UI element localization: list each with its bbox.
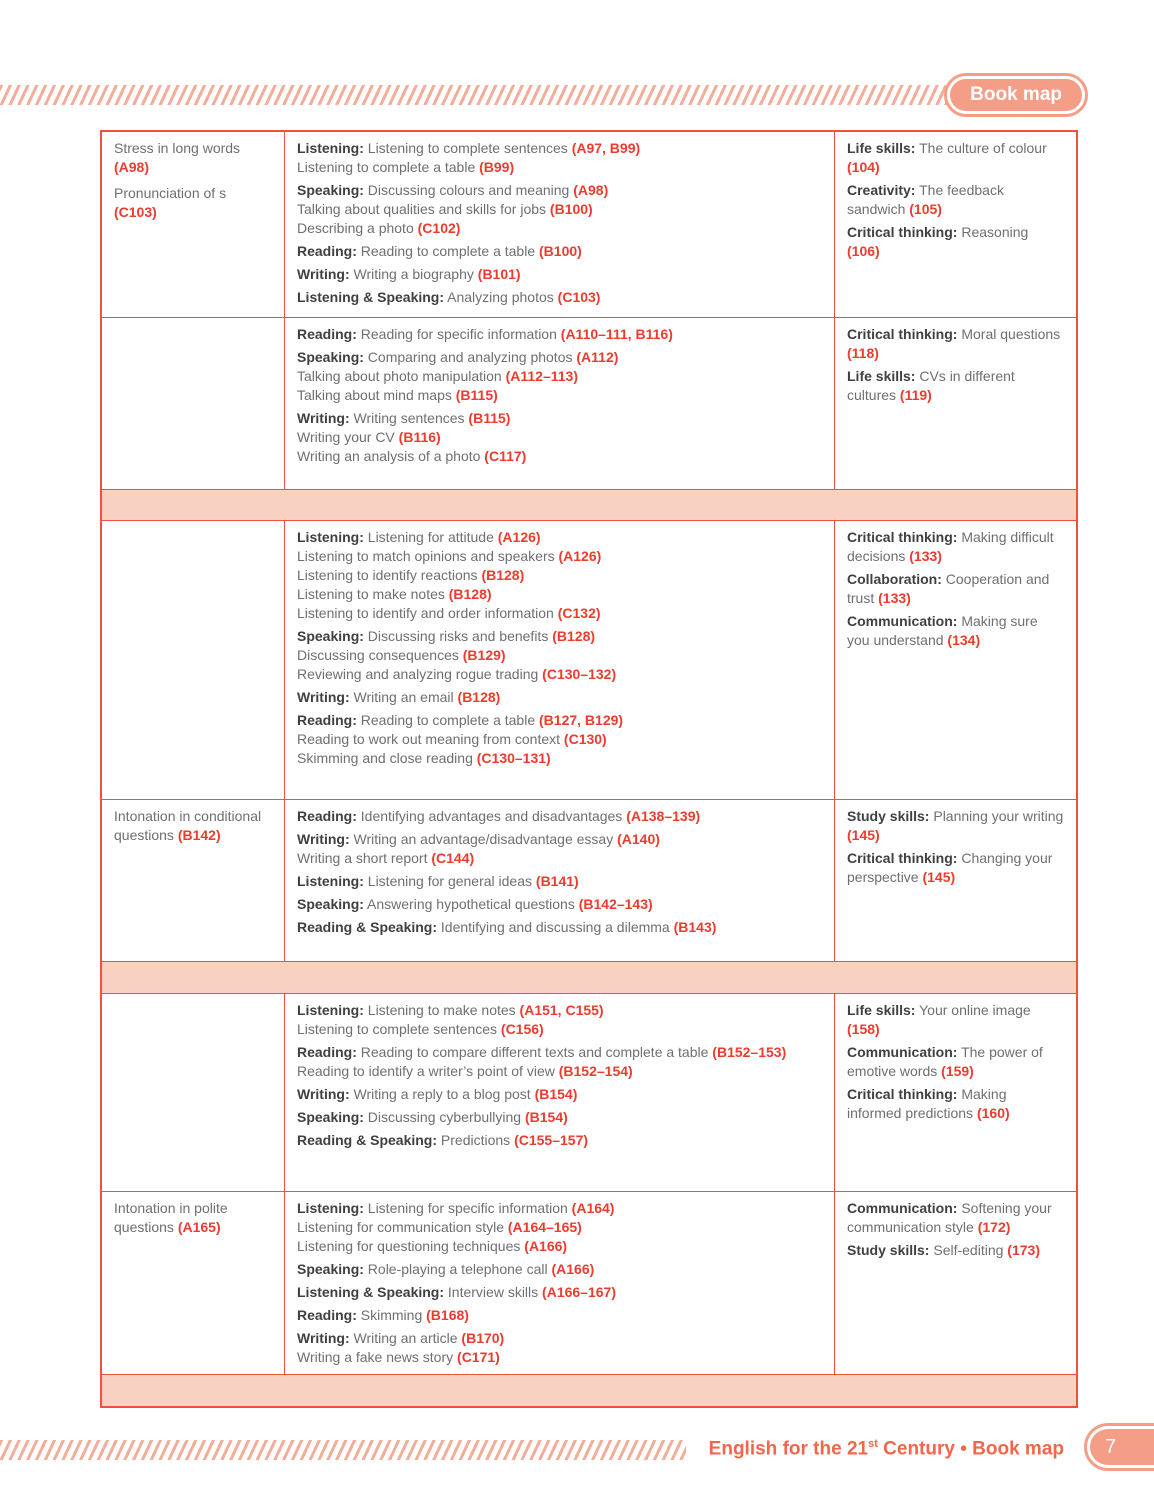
page-ref: (C171) (457, 1349, 500, 1365)
skills-cell (285, 800, 835, 961)
page-ref: (B142) (177, 827, 221, 843)
skill-line (297, 528, 822, 547)
competency-text: The power of emotive words (847, 1044, 1043, 1079)
skill-label: Listening: (297, 1002, 364, 1018)
page-ref: (C103) (557, 289, 601, 305)
competency-label: Communication: (847, 613, 958, 629)
page-ref: (B141) (535, 873, 579, 889)
page-ref: (105) (909, 201, 942, 217)
skill-text: Identifying advantages and disadvantages (360, 808, 623, 824)
competency-text: The feedback sandwich (847, 182, 1004, 217)
skill-label: Writing: (297, 1086, 350, 1102)
skill-line (297, 139, 822, 158)
page-ref: (B100) (539, 243, 582, 259)
skill-label: Reading: (297, 243, 357, 259)
competency-label: Communication: (847, 1044, 958, 1060)
skill-line (297, 1329, 822, 1348)
skill-text: Writing a reply to a blog post (353, 1086, 531, 1102)
skill-line (297, 730, 822, 749)
skill-label: Writing: (297, 266, 350, 282)
skill-line (297, 872, 822, 891)
page-ref: (B152–153) (712, 1044, 787, 1060)
skill-line (297, 219, 822, 238)
page-ref: (A164–165) (507, 1219, 582, 1235)
page-ref: (173) (1007, 1242, 1040, 1258)
page-ref: (158) (847, 1021, 880, 1037)
skill-text: Listening for questioning techniques (297, 1238, 521, 1254)
skill-text: Reading to work out meaning from context (297, 731, 561, 747)
page-ref: (C144) (431, 850, 475, 866)
skill-line (297, 1062, 822, 1081)
page-ref: (A164) (571, 1200, 615, 1216)
pronunciation-cell (102, 994, 285, 1191)
page-ref: (A166) (524, 1238, 568, 1254)
skill-line (297, 1001, 822, 1020)
skill-line (297, 428, 822, 447)
competency-item (847, 1199, 1064, 1237)
competency-label: Critical thinking: (847, 850, 958, 866)
pronunciation-cell (102, 318, 285, 489)
pronunciation-cell (102, 521, 285, 799)
pronunciation-item (114, 139, 272, 177)
competency-item (847, 849, 1064, 887)
pronunciation-cell (102, 132, 285, 317)
page-ref: (A166–167) (542, 1284, 616, 1300)
competency-item (847, 612, 1064, 650)
skill-line (297, 749, 822, 768)
pronunciation-item (114, 1199, 272, 1237)
page-ref: (A126) (497, 529, 541, 545)
table-row (102, 317, 1076, 489)
page-ref: (B152–154) (558, 1063, 633, 1079)
skill-text: Writing an advantage/disadvantage essay (353, 831, 614, 847)
competency-item (847, 570, 1064, 608)
page-ref: (A112–113) (505, 368, 578, 384)
competency-item (847, 139, 1064, 177)
page-ref: (C130–132) (542, 666, 617, 682)
skill-label: Listening & Speaking: (297, 289, 445, 305)
skill-text: Skimming (360, 1307, 423, 1323)
skill-text: Listening for specific information (367, 1200, 568, 1216)
page-ref: (159) (941, 1063, 974, 1079)
skill-text: Predictions (440, 1132, 511, 1148)
competency-text: Making informed predictions (847, 1086, 1007, 1121)
competency-label: Life skills: (847, 368, 916, 384)
skill-text: Answering hypothetical questions (367, 896, 575, 912)
competency-label: Critical thinking: (847, 1086, 958, 1102)
skills-cell (285, 1192, 835, 1374)
book-map-badge-label: Book map (950, 79, 1082, 111)
skill-line (297, 849, 822, 868)
competency-label: Creativity: (847, 182, 916, 198)
skill-label: Listening: (297, 529, 364, 545)
skill-text: Listening to identify reactions (297, 567, 478, 583)
skill-text: Listening to complete a table (297, 159, 476, 175)
pronunciation-cell (102, 1192, 285, 1374)
skill-text: Listening to complete sentences (297, 1021, 498, 1037)
decorative-hatch-bottom (0, 1440, 686, 1460)
skill-line (297, 325, 822, 344)
skill-line (297, 1131, 822, 1150)
book-map-table (100, 130, 1078, 1408)
skill-line (297, 1218, 822, 1237)
page-ref: (B115) (455, 387, 498, 403)
page-ref: (118) (847, 345, 879, 361)
page-ref: (B128) (552, 628, 596, 644)
skill-label: Reading: (297, 1044, 357, 1060)
competency-label: Life skills: (847, 140, 916, 156)
book-map-badge (944, 73, 1088, 117)
pronunciation-text: Intonation in polite questions (114, 1200, 228, 1235)
skill-text: Writing an email (353, 689, 454, 705)
skill-text: Reading to compare different texts and complete a table (360, 1044, 709, 1060)
skill-line (297, 348, 822, 367)
skill-label: Listening: (297, 1200, 364, 1216)
skill-text: Writing a biography (353, 266, 474, 282)
skill-line (297, 200, 822, 219)
skill-label: Speaking: (297, 1261, 364, 1277)
table-row (102, 132, 1076, 317)
competency-text: Cooperation and trust (847, 571, 1050, 606)
skill-line (297, 807, 822, 826)
page-ref: (A98) (114, 159, 150, 175)
unit-divider-band (102, 1374, 1076, 1406)
skill-text: Talking about qualities and skills for jobs (297, 201, 547, 217)
page-ref: (B99) (479, 159, 515, 175)
skill-line (297, 1020, 822, 1039)
competency-text: Your online image (919, 1002, 1031, 1018)
page-ref: (C156) (500, 1021, 544, 1037)
skill-line (297, 646, 822, 665)
skills-cell (285, 132, 835, 317)
unit-divider-band (102, 961, 1076, 993)
skill-line (297, 1199, 822, 1218)
skill-text: Listening to make notes (367, 1002, 516, 1018)
page-ref: (A112) (576, 349, 619, 365)
page-ref: (119) (899, 387, 932, 403)
skill-text: Writing sentences (353, 410, 465, 426)
page-ref: (160) (976, 1105, 1010, 1121)
skill-text: Listening to match opinions and speakers (297, 548, 555, 564)
skill-label: Writing: (297, 410, 350, 426)
competency-text: Softening your communication style (847, 1200, 1052, 1235)
skill-line (297, 265, 822, 284)
competency-item (847, 1241, 1064, 1260)
footer-title (709, 1438, 1064, 1460)
page-ref: (133) (909, 548, 942, 564)
competency-item (847, 223, 1064, 261)
skill-line (297, 1306, 822, 1325)
skill-line (297, 830, 822, 849)
competency-label: Communication: (847, 1200, 958, 1216)
page-ref: (C132) (557, 605, 601, 621)
page-ref: (A97, B99) (571, 140, 641, 156)
page-ref: (B129) (462, 647, 506, 663)
page-ref: (133) (878, 590, 911, 606)
table-row (102, 1191, 1076, 1374)
page-ref: (A138–139) (626, 808, 701, 824)
skill-line (297, 895, 822, 914)
page-ref: (B127, B129) (539, 712, 624, 728)
decorative-hatch-top (0, 85, 948, 105)
skill-text: Comparing and analyzing photos (367, 349, 573, 365)
competency-label: Life skills: (847, 1002, 916, 1018)
competency-item (847, 807, 1064, 845)
skill-label: Writing: (297, 689, 350, 705)
skill-text: Listening for general ideas (367, 873, 533, 889)
skill-text: Reading to complete a table (360, 712, 536, 728)
page-ref: (A151, C155) (519, 1002, 604, 1018)
skill-line (297, 386, 822, 405)
competency-item (847, 1043, 1064, 1081)
page-number-badge (1084, 1423, 1154, 1471)
skill-line (297, 242, 822, 261)
skill-text: Identifying and discussing a dilemma (440, 919, 670, 935)
page-ref: (A110–111, B116) (560, 326, 673, 342)
competencies-cell (835, 521, 1076, 799)
page-ref: (C117) (484, 448, 527, 464)
pronunciation-item (114, 807, 272, 845)
competency-label: Study skills: (847, 808, 930, 824)
skill-line (297, 447, 822, 466)
skill-text: Writing a fake news story (297, 1349, 454, 1365)
competency-label: Critical thinking: (847, 326, 958, 342)
skill-label: Speaking: (297, 896, 364, 912)
page-ref: (B170) (461, 1330, 505, 1346)
skill-label: Reading: (297, 712, 357, 728)
skill-label: Reading: (297, 808, 357, 824)
competency-text: Planning your writing (933, 808, 1064, 824)
skill-line (297, 367, 822, 386)
skill-line (297, 547, 822, 566)
skill-line (297, 409, 822, 428)
skill-text: Analyzing photos (447, 289, 554, 305)
skill-label: Writing: (297, 831, 350, 847)
skill-text: Talking about photo manipulation (297, 368, 502, 384)
skill-text: Discussing colours and meaning (367, 182, 570, 198)
skill-line (297, 1348, 822, 1367)
page-ref: (A165) (177, 1219, 221, 1235)
skill-label: Listening: (297, 873, 364, 889)
competency-item (847, 367, 1064, 405)
skill-line (297, 711, 822, 730)
skill-label: Reading & Speaking: (297, 919, 438, 935)
page-ref: (172) (977, 1219, 1011, 1235)
competency-item (847, 325, 1064, 363)
competencies-cell (835, 1192, 1076, 1374)
footer-title-prefix: English for the 21 (708, 1438, 869, 1460)
skill-text: Reading for specific information (360, 326, 557, 342)
skill-text: Reading to identify a writer’s point of view (297, 1063, 555, 1079)
skill-text: Role-playing a telephone call (367, 1261, 548, 1277)
skill-label: Speaking: (297, 182, 364, 198)
page-ref: (B128) (457, 689, 501, 705)
pronunciation-text: Pronunciation of s (114, 185, 227, 201)
skill-text: Describing a photo (297, 220, 414, 236)
skill-text: Discussing risks and benefits (367, 628, 549, 644)
skill-line (297, 1260, 822, 1279)
competency-text: Reasoning (961, 224, 1029, 240)
page-ref: (B115) (468, 410, 511, 426)
page-ref: (145) (847, 827, 880, 843)
page-number: 7 (1105, 1435, 1117, 1458)
skill-label: Listening & Speaking: (297, 1284, 445, 1300)
pronunciation-text: Stress in long words (114, 140, 241, 156)
skill-text: Writing your CV (297, 429, 395, 445)
skill-line (297, 1085, 822, 1104)
skill-text: Writing an article (353, 1330, 458, 1346)
page-ref: (104) (847, 159, 880, 175)
pronunciation-cell (102, 800, 285, 961)
page-ref: (145) (922, 869, 956, 885)
competency-item (847, 1085, 1064, 1123)
page-ref: (C102) (417, 220, 461, 236)
skill-label: Speaking: (297, 349, 364, 365)
skill-text: Discussing cyberbullying (367, 1109, 522, 1125)
skills-cell (285, 318, 835, 489)
skill-line (297, 688, 822, 707)
skill-text: Reading to complete a table (360, 243, 536, 259)
skills-cell (285, 994, 835, 1191)
page-ref: (C130) (563, 731, 607, 747)
competencies-cell (835, 318, 1076, 489)
footer-title-superscript: st (868, 1438, 878, 1450)
competencies-cell (835, 994, 1076, 1191)
page-ref: (C130–131) (476, 750, 551, 766)
page-ref: (B101) (477, 266, 521, 282)
page-ref: (C155–157) (514, 1132, 589, 1148)
competency-text: The culture of colour (919, 140, 1047, 156)
skill-text: Talking about mind maps (297, 387, 452, 403)
skill-text: Writing a short report (297, 850, 428, 866)
skill-text: Listening to complete sentences (367, 140, 568, 156)
page-ref: (C103) (114, 204, 157, 220)
skill-line (297, 566, 822, 585)
skill-label: Writing: (297, 1330, 350, 1346)
page-ref: (A166) (551, 1261, 595, 1277)
page-ref: (B128) (481, 567, 525, 583)
skill-text: Writing an analysis of a photo (297, 448, 481, 464)
page-ref: (A140) (617, 831, 660, 847)
skill-label: Reading: (297, 326, 357, 342)
page-ref: (B154) (524, 1109, 568, 1125)
page-ref: (106) (847, 243, 880, 259)
competency-label: Critical thinking: (847, 224, 958, 240)
unit-divider-band (102, 489, 1076, 520)
skill-line (297, 1283, 822, 1302)
pronunciation-text: Intonation in conditional questions (114, 808, 262, 843)
skill-text: Listening for communication style (297, 1219, 504, 1235)
competency-text: CVs in different cultures (847, 368, 1015, 403)
skill-line (297, 665, 822, 684)
competency-item (847, 181, 1064, 219)
competency-item (847, 528, 1064, 566)
footer-title-suffix: Century • Book map (877, 1438, 1064, 1460)
competency-label: Critical thinking: (847, 529, 958, 545)
table-row (102, 520, 1076, 799)
competency-text: Moral questions (961, 326, 1061, 342)
pronunciation-item (114, 184, 272, 222)
skill-label: Speaking: (297, 1109, 364, 1125)
skill-text: Skimming and close reading (297, 750, 473, 766)
skill-text: Reviewing and analyzing rogue trading (297, 666, 539, 682)
page-ref: (A126) (558, 548, 602, 564)
skill-label: Speaking: (297, 628, 364, 644)
page-ref: (B142–143) (578, 896, 653, 912)
skill-line (297, 918, 822, 937)
competency-text: Changing your perspective (847, 850, 1053, 885)
page-ref: (B116) (398, 429, 441, 445)
competency-text: Making sure you understand (847, 613, 1038, 648)
skill-text: Listening for attitude (367, 529, 494, 545)
skill-line (297, 1043, 822, 1062)
skill-line (297, 1108, 822, 1127)
skill-label: Listening: (297, 140, 364, 156)
page-ref: (A98) (573, 182, 609, 198)
competency-item (847, 1001, 1064, 1039)
skill-line (297, 585, 822, 604)
competency-text: Making difficult decisions (847, 529, 1054, 564)
skill-text: Listening to make notes (297, 586, 445, 602)
skill-text: Listening to identify and order information (297, 605, 554, 621)
skill-text: Discussing consequences (297, 647, 459, 663)
competency-label: Study skills: (847, 1242, 930, 1258)
competencies-cell (835, 800, 1076, 961)
skill-label: Reading: (297, 1307, 357, 1323)
table-row (102, 799, 1076, 961)
skill-line (297, 1237, 822, 1256)
skills-cell (285, 521, 835, 799)
competencies-cell (835, 132, 1076, 317)
page-ref: (B143) (673, 919, 717, 935)
skill-line (297, 181, 822, 200)
page-ref: (B128) (448, 586, 492, 602)
table-row (102, 993, 1076, 1191)
page-ref: (B154) (534, 1086, 578, 1102)
skill-label: Reading & Speaking: (297, 1132, 438, 1148)
competency-label: Collaboration: (847, 571, 942, 587)
skill-line (297, 158, 822, 177)
skill-line (297, 288, 822, 307)
page-ref: (134) (947, 632, 981, 648)
skill-line (297, 627, 822, 646)
page-number-badge-inner (1090, 1429, 1154, 1465)
skill-line (297, 604, 822, 623)
page-ref: (B100) (549, 201, 593, 217)
competency-text: Self-editing (933, 1242, 1004, 1258)
page-ref: (B168) (426, 1307, 469, 1323)
skill-text: Interview skills (447, 1284, 539, 1300)
